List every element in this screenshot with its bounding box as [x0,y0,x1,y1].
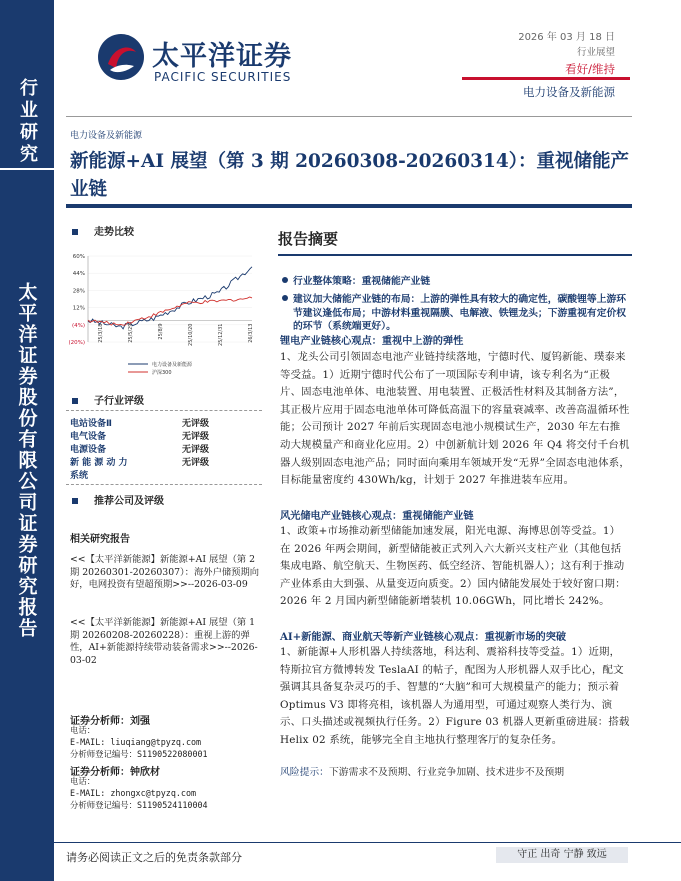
legend-label: 沪深300 [152,370,172,376]
layout-bullet: 建议加大储能产业链的布局：上游的弹性具有较大的确定性，碳酸锂等上游环节建议逢低布局；中游材料重视隔膜、电解液、铁锂龙头；下游重视有定价权的环节（系统端更好）。 [282,293,632,334]
company-logo [96,30,346,90]
y-tick-label: 60% [72,254,85,260]
logo-mark-icon [96,30,146,84]
y-tick-label: (20%) [68,340,85,346]
x-tick-label: 25/3/18 [98,323,104,343]
sidebar-bottom [0,282,54,639]
dashed-divider [66,484,262,485]
x-tick-label: 25/5/29 [128,323,134,343]
sidebar-label-bottom: 太平洋证券股份有限公司证券研究报告 [15,282,38,639]
report-date: 2026 年 03 月 18 日 [518,32,615,43]
analyst-tel: 电话： [70,725,96,735]
sub-rating-row: 电源设备 无评级 [70,445,210,455]
y-tick-label: 28% [72,288,85,295]
sub-rating-row: 新 能 源 动 力 无评级 [70,458,210,468]
lithium-section-heading: 锂电产业链核心观点：重视中上游的弹性 [280,335,464,347]
x-tick-label: 26/3/13 [248,323,254,343]
breadcrumb: 电力设备及新能源 [70,131,143,141]
footer-rule [54,842,681,843]
analyst-name: 证券分析师：钟欣材 [70,767,160,778]
trend-chart [64,246,264,386]
x-tick-label: 25/10/20 [188,323,194,346]
analyst-name: 证券分析师：刘强 [70,716,150,727]
y-tick-label: 12% [72,305,85,312]
x-tick-label: 25/8/9 [158,323,164,340]
disclaimer-notice: 请务必阅读正文之后的免责条款部分 [66,851,242,864]
summary-rule [278,254,632,256]
y-tick-label: 44% [72,271,85,278]
bullet-dot-icon [282,295,288,301]
title-rule [66,204,632,208]
sub-rating-row: 电气设备 无评级 [70,432,210,442]
y-tick-label: (4%) [71,322,85,329]
page-title: 新能源+AI 展望（第 3 期 20260308-20260314）：重视储能产业链 [70,151,630,200]
section-square-icon [72,498,78,504]
legend-label: 电力设备及新能源 [152,362,193,368]
logo-text-cn: 太平洋证券 [152,41,292,72]
dashed-divider [66,410,262,411]
bullet-dot-icon [282,277,288,283]
sub-rating-section-title: 子行业评级 [72,392,144,407]
header-rule [66,116,632,117]
related-report-link[interactable]: <<【太平洋新能源】新能源+AI 展望（第 2 期 20260301-20260307）：海外户储预期向好，电网投资有望超预期>>--2026-03-09 [70,554,260,591]
analyst-email[interactable]: E-MAIL: liuqiang@tpyzq.com [70,737,202,747]
strategy-bullet: 行业整体策略：重视储能产业链 [282,275,630,289]
company-motto: 守正 出奇 宁静 致远 [496,847,628,863]
storage-section-heading: 风光储电产业链核心观点：重视储能产业链 [280,510,474,522]
storage-section-body: 1、政策+市场推动新型储能加速发展，阳光电源、海博思创等受益。1）在 2026 年两会期间，新型储能被正式列入六大新兴支柱产业（其他包括集成电路、航空航天、生物医药、低空经济、智能机器人）；这有利于推动产业体系由大到强、从量变迈向质变。2）国内储能发展处于较好窗口期：2026 年 2 月国内新型储能新增装机 10.06GWh，同比增长 242%。 [280,525,626,608]
recommend-section-title: 推荐公司及评级 [72,492,164,507]
rating-badge: 看好/维持 [565,62,615,76]
lithium-section-body: 1、龙头公司引领固态电池产业链持续落地，宁德时代、厦钨新能、璞泰来等受益。1）近期宁德时代公布了一项国际专利申请，该专利名为“正极片、固态电池单体、电池装置、用电装置、正极活性材料及其制备方法”，其正极片应用于固态电池单体可降低高温下的容量衰减率、改善高温循环性能；公司预计 2027 年前后实现固态电池小规模试生产，2030 年左右推动大规模量产和商业化应用。2）中创新航计划 2026 年 Q4 将交付千台机器人级别固态电池产品；同时面向乘用车领域开发“无界”全固态电池体系，目标能量密度约 430Wh/kg，计划于 2027 年推进装车应用。 [280,351,630,487]
report-type: 行业展望 [576,47,615,58]
analyst-tel: 电话： [70,776,96,786]
related-report-link[interactable]: <<【太平洋新能源】新能源+AI 展望（第 1 期 20260208-20260228）：重视上游的弹性，AI+新能源持续带动装备需求>>--2026-03-02 [70,617,258,666]
trend-section-title: 走势比较 [72,223,134,238]
section-square-icon [72,229,78,235]
sidebar-label-top: 行业研究 [17,78,38,166]
analyst-email[interactable]: E-MAIL: zhongxc@tpyzq.com [70,788,197,798]
sub-rating-row: 电站设备Ⅱ 无评级 [70,419,210,429]
series-line-sector [88,267,252,329]
header-red-rule [462,77,630,80]
sub-rating-row: 系统 [70,471,89,481]
ai-section-heading: AI+新能源、商业航天等新产业链核心观点：重视新市场的突破 [280,631,567,643]
related-reports-title: 相关研究报告 [70,534,130,545]
logo-text-en: PACIFIC SECURITIES [154,70,292,84]
ai-section-body: 1、新能源+人形机器人持续落地，科达利、震裕科技等受益。1）近期，特斯拉官方微博转发 TeslaAI 的帖子，配图为人形机器人双手比心，配文强调其具备复杂灵巧的手、智慧的“大脑”和可大规模量产的能力；预示着 Optimus V3 即将亮相，该机器人为通用型，可通过观察人类行为、演示、口头描述或视频执行任务。2）Figure 03 机器人更新重磅进展：搭载 Helix 02 系统，能够完全自主地执行整理客厅的复杂任务。 [280,646,630,746]
analyst-license: 分析师登记编号：S1190524110004 [70,800,208,810]
sidebar-divider [0,168,54,170]
x-tick-label: 25/12/31 [218,323,224,346]
summary-title: 报告摘要 [278,230,339,248]
analyst-license: 分析师登记编号：S1190522080001 [70,749,208,759]
sector-label: 电力设备及新能源 [523,85,615,99]
section-square-icon [72,398,78,404]
risk-warning: 风险提示：下游需求不及预期、行业竞争加剧、技术进步不及预期 [280,767,565,778]
sidebar-top [0,0,54,168]
